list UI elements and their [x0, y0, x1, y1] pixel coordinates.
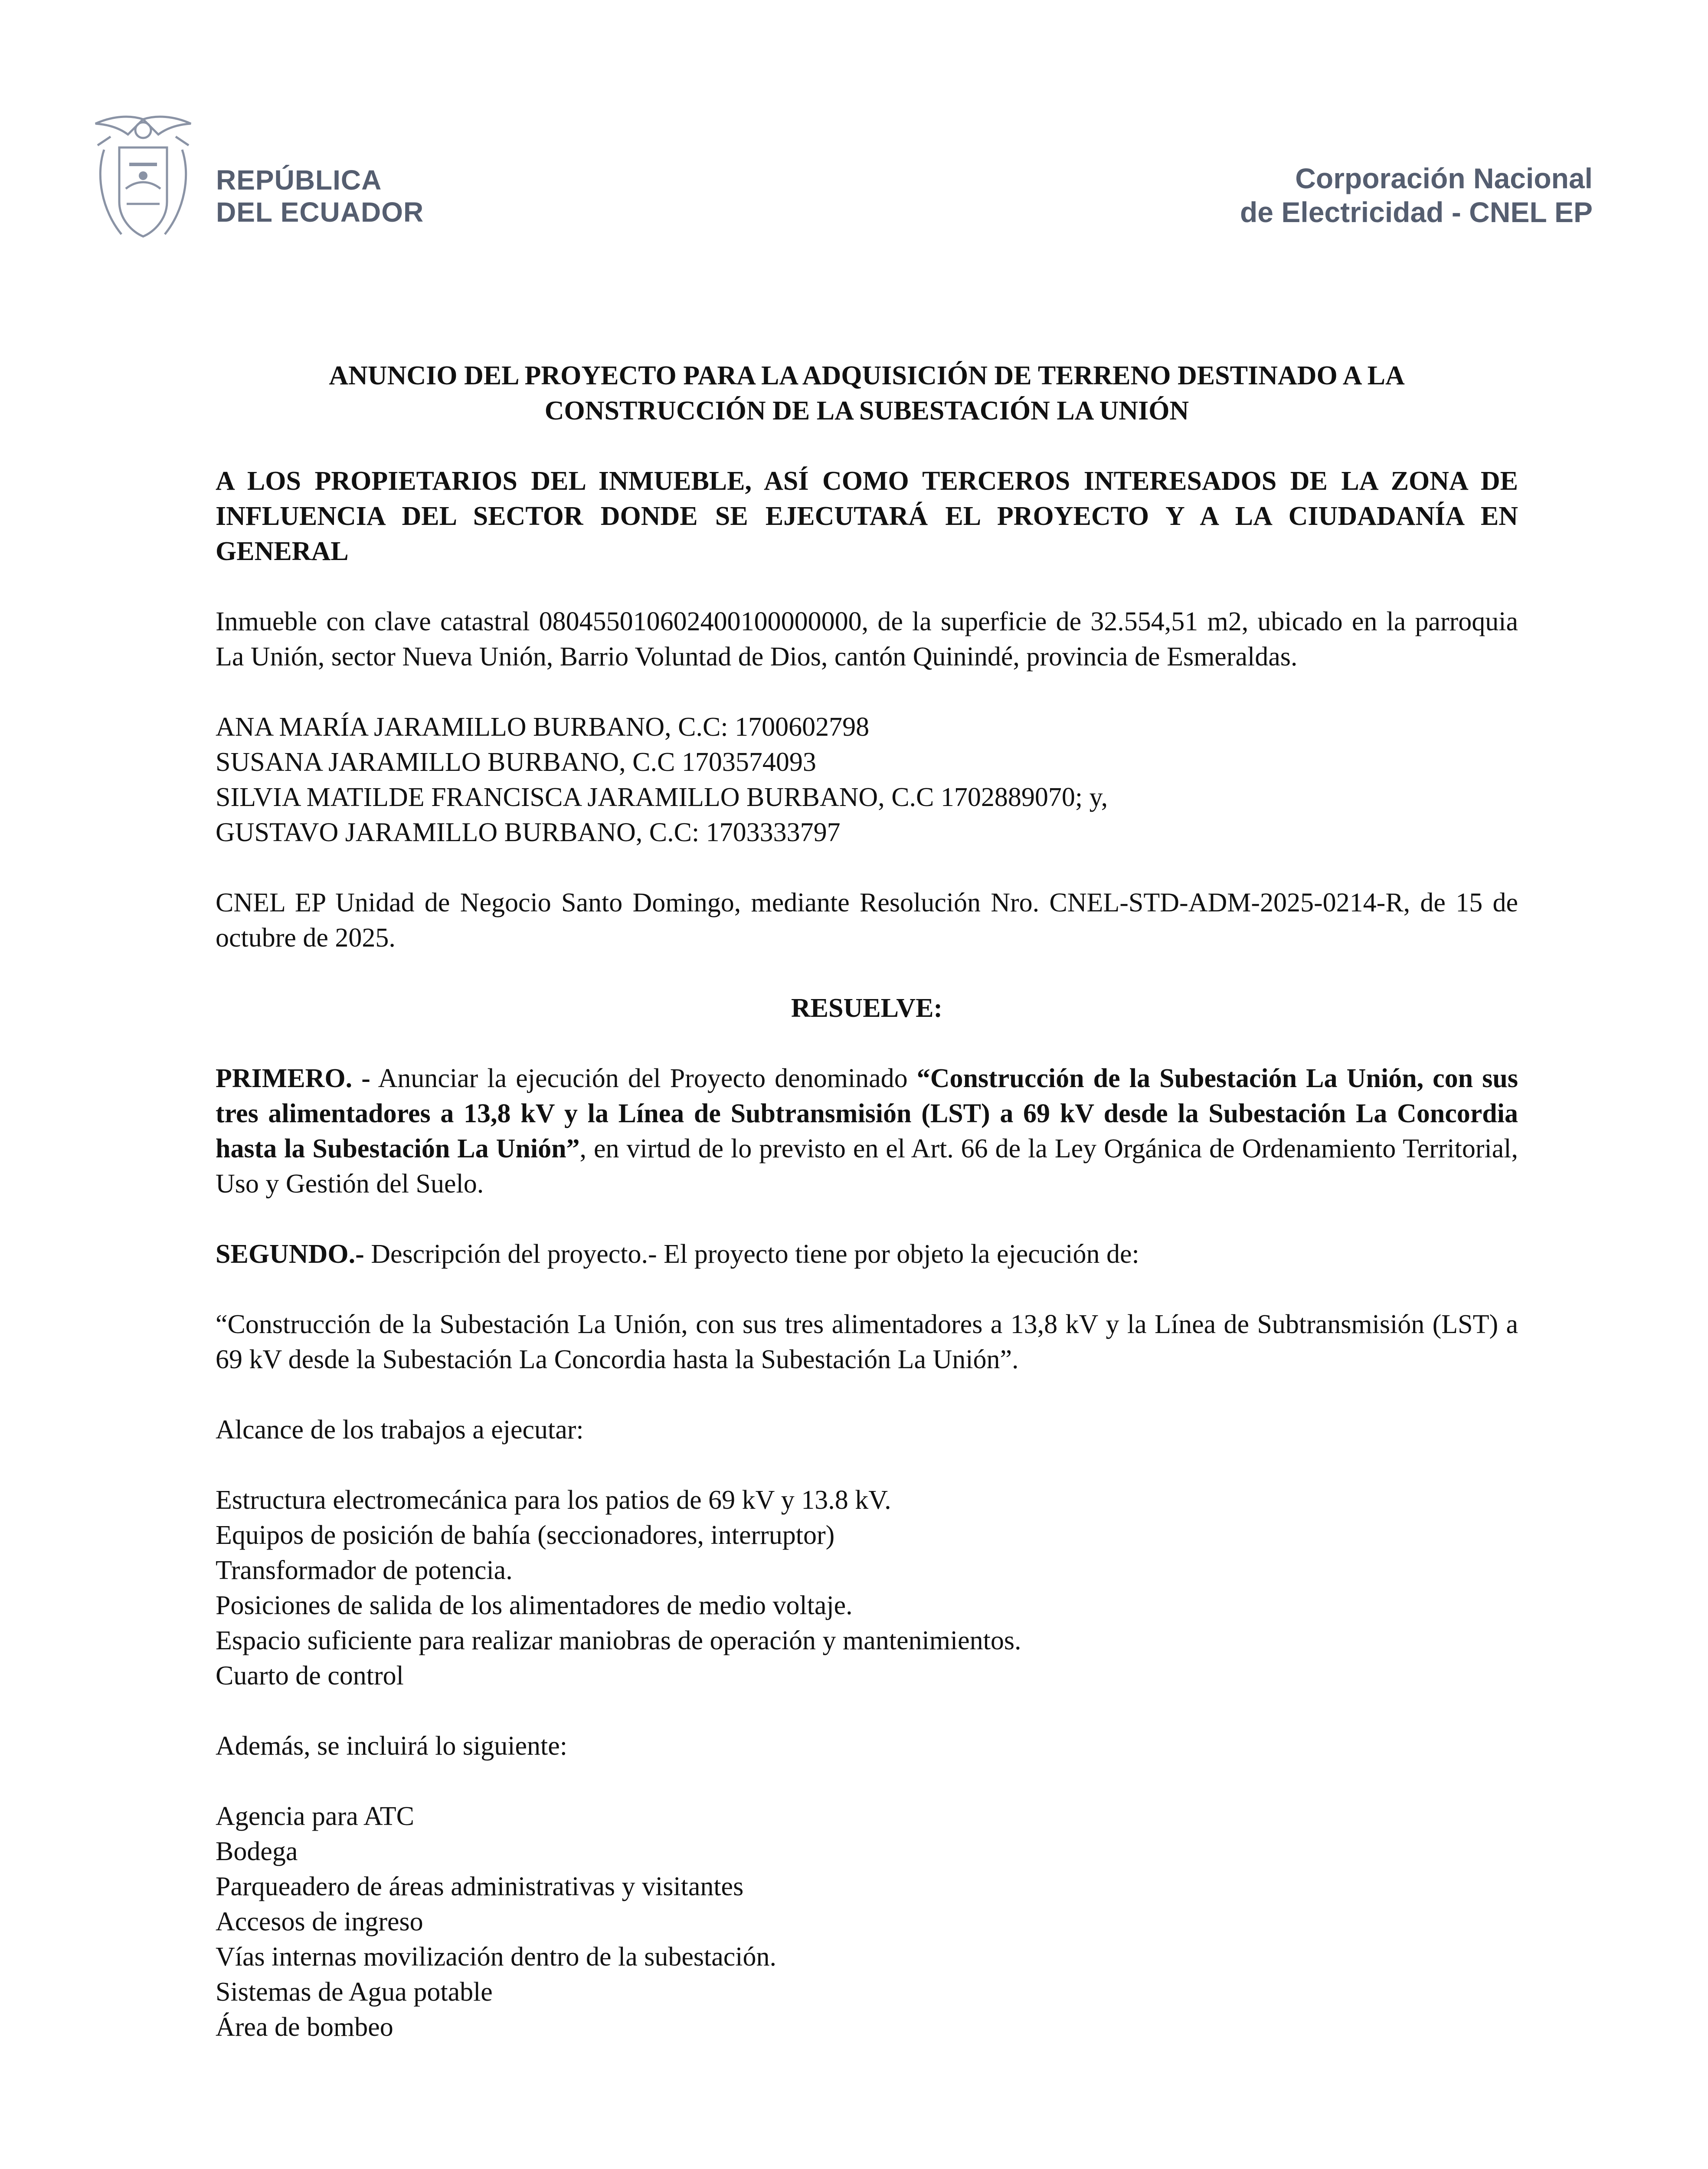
extras-item: Bodega	[216, 1837, 298, 1866]
primero-paragraph	[216, 1061, 1518, 1202]
owner-item: GUSTAVO JARAMILLO BURBANO, C.C: 1703333797	[216, 818, 841, 847]
document-body	[216, 358, 1518, 2045]
extras-item: Accesos de ingreso	[216, 1907, 423, 1936]
owner-item: SUSANA JARAMILLO BURBANO, C.C 1703574093	[216, 747, 816, 777]
extras-item: Vías internas movilización dentro de la subestación.	[216, 1942, 777, 1972]
scope-item: Transformador de potencia.	[216, 1556, 513, 1585]
cnel-line2: de Electricidad - CNEL EP	[1240, 196, 1593, 228]
primero-project-name: “Construcción de la Subestación La Unión, con sus tres alimentadores a 13,8 kV y la Línea de Subtransmisión (LST) a 69 kV desde la Subestación La Concordia hasta la Subestación La Unión”	[216, 1064, 1518, 1163]
scope-list	[216, 1483, 1518, 1694]
resolution-text: CNEL EP Unidad de Negocio Santo Domingo, mediante Resolución Nro. CNEL-STD-ADM-2025-0214-R, de 15 de octubre de 2025.	[216, 888, 1518, 953]
property-description: Inmueble con clave catastral 080455010602400100000000, de la superficie de 32.554,51 m2, ubicado en la parroquia La Unión, sector Nueva Unión, Barrio Voluntad de Dios, cantón Quinindé, provincia de Esmeraldas.	[216, 607, 1518, 672]
project-quote: “Construcción de la Subestación La Unión, con sus tres alimentadores a 13,8 kV y la Línea de Subtransmisión (LST) a 69 kV desde la Subestación La Concordia hasta la Subestación La Unión”.	[216, 1310, 1518, 1374]
extras-item: Parqueadero de áreas administrativas y visitantes	[216, 1872, 744, 1901]
primero-label: PRIMERO. -	[216, 1064, 370, 1093]
title-line2: CONSTRUCCIÓN DE LA SUBESTACIÓN LA UNIÓN	[544, 396, 1189, 426]
extras-list	[216, 1799, 1518, 2045]
addressee: A LOS PROPIETARIOS DEL INMUEBLE, ASÍ COMO TERCEROS INTERESADOS DE LA ZONA DE INFLUENCIA DEL SECTOR DONDE SE EJECUTARÁ EL PROYECTO Y A LA CIUDADANÍA EN GENERAL	[216, 466, 1518, 566]
document-title	[216, 358, 1518, 429]
extras-item: Sistemas de Agua potable	[216, 1977, 493, 2007]
scope-heading: Alcance de los trabajos a ejecutar:	[216, 1415, 584, 1445]
scope-item: Estructura electromecánica para los patios de 69 kV y 13.8 kV.	[216, 1485, 891, 1515]
cnel-line1: Corporación Nacional	[1295, 162, 1593, 194]
scope-item: Espacio suficiente para realizar maniobras de operación y mantenimientos.	[216, 1626, 1021, 1655]
republica-logo-text	[216, 164, 424, 228]
republica-line2: DEL ECUADOR	[216, 197, 424, 228]
coat-of-arms-icon	[78, 111, 208, 254]
scope-item: Equipos de posición de bahía (seccionadores, interruptor)	[216, 1520, 835, 1550]
owner-item: ANA MARÍA JARAMILLO BURBANO, C.C: 1700602798	[216, 712, 870, 742]
primero-intro: Anunciar la ejecución del Proyecto denominado	[370, 1064, 917, 1093]
cnel-logo-text	[1240, 161, 1593, 229]
scope-item: Posiciones de salida de los alimentadores de medio voltaje.	[216, 1591, 853, 1620]
owners-list	[216, 710, 1518, 850]
extras-heading: Además, se incluirá lo siguiente:	[216, 1731, 567, 1761]
primero-tail: , en virtud de lo previsto en el Art. 66 de la Ley Orgánica de Ordenamiento Territorial, Uso y Gestión del Suelo.	[216, 1134, 1518, 1199]
extras-item: Área de bombeo	[216, 2012, 393, 2042]
segundo-label: SEGUNDO.-	[216, 1239, 364, 1269]
segundo-text: Descripción del proyecto.- El proyecto tiene por objeto la ejecución de:	[364, 1239, 1139, 1269]
resuelve-heading: RESUELVE:	[791, 993, 943, 1023]
segundo-paragraph	[216, 1237, 1518, 1272]
title-line1: ANUNCIO DEL PROYECTO PARA LA ADQUISICIÓN DE TERRENO DESTINADO A LA	[329, 361, 1405, 390]
owner-item: SILVIA MATILDE FRANCISCA JARAMILLO BURBANO, C.C 1702889070; y,	[216, 783, 1108, 812]
extras-item: Agencia para ATC	[216, 1802, 414, 1831]
scope-item: Cuarto de control	[216, 1661, 404, 1691]
republica-line1: REPÚBLICA	[216, 164, 382, 196]
